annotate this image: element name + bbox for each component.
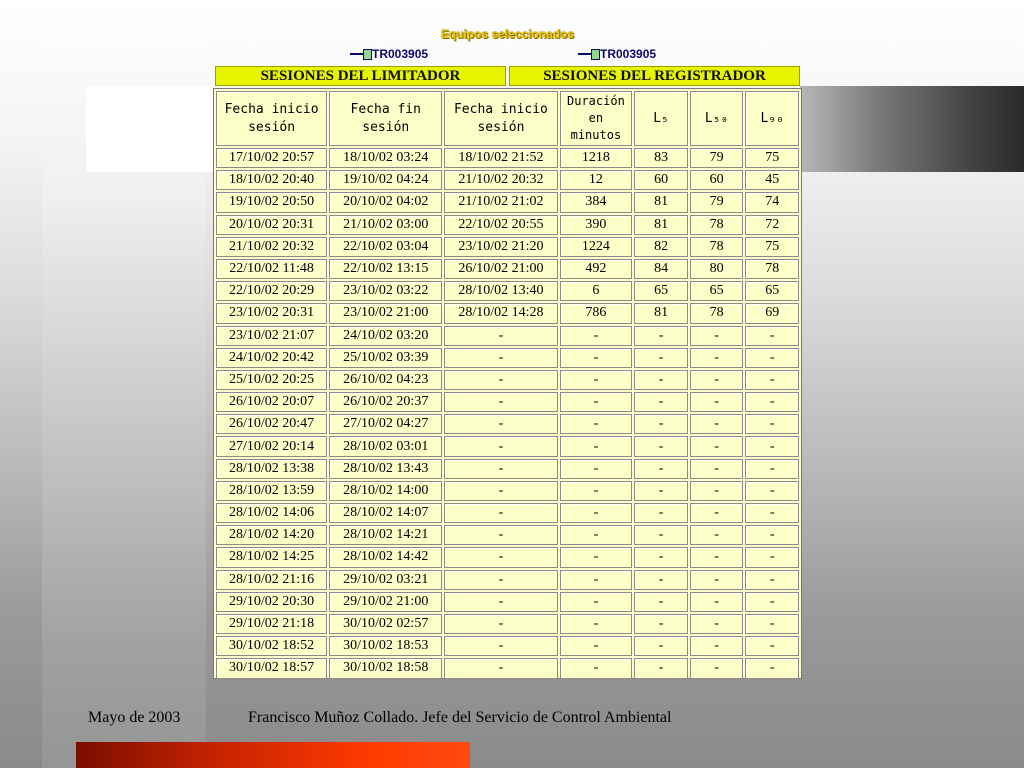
cell-l50: 78 [690,237,744,257]
cell-l5: - [634,525,688,545]
section-header-limiter: SESIONES DEL LIMITADOR [215,66,506,86]
equipment-label-limiter [350,47,428,61]
sessions-table [214,89,801,681]
table-body [216,148,799,679]
table-row [216,326,799,346]
cell-start-limiter: 28/10/02 13:59 [216,481,327,501]
cell-duration: - [560,614,633,634]
cell-duration: 1218 [560,148,633,168]
cell-l50: - [690,592,744,612]
cell-l90: - [745,414,799,434]
cell-l5: - [634,592,688,612]
cell-l90: 72 [745,215,799,235]
cell-start-recorder: - [444,326,557,346]
cell-start-limiter: 22/10/02 11:48 [216,259,327,279]
cell-end-limiter: 28/10/02 14:07 [329,503,442,523]
cell-end-limiter: 26/10/02 20:37 [329,392,442,412]
equipment-id: TR003905 [372,47,429,61]
cell-start-recorder: - [444,481,557,501]
cell-duration: - [560,326,633,346]
cell-l90: 65 [745,281,799,301]
cell-start-limiter: 26/10/02 20:07 [216,392,327,412]
cell-l90: - [745,614,799,634]
cell-start-limiter: 18/10/02 20:40 [216,170,327,190]
table-row [216,237,799,257]
cell-start-limiter: 23/10/02 21:07 [216,326,327,346]
cell-start-limiter: 28/10/02 14:25 [216,547,327,567]
cell-l5: - [634,570,688,590]
cell-start-recorder: 26/10/02 21:00 [444,259,557,279]
cell-l5: - [634,636,688,656]
cell-duration: - [560,481,633,501]
cell-duration: - [560,525,633,545]
cell-l50: 78 [690,303,744,323]
plug-icon [350,48,370,60]
cell-l5: - [634,370,688,390]
cell-l90: 78 [745,259,799,279]
cell-l5: - [634,348,688,368]
cell-start-limiter: 29/10/02 21:18 [216,614,327,634]
cell-duration: 492 [560,259,633,279]
cell-start-recorder: - [444,414,557,434]
cell-l50: - [690,503,744,523]
cell-l5: 82 [634,237,688,257]
cell-l50: - [690,370,744,390]
cell-start-limiter: 28/10/02 13:38 [216,459,327,479]
cell-l90: 75 [745,237,799,257]
cell-l90: - [745,525,799,545]
cell-start-recorder: 21/10/02 20:32 [444,170,557,190]
cell-l50: - [690,392,744,412]
plug-icon [578,48,598,60]
section-header-recorder: SESIONES DEL REGISTRADOR [509,66,800,86]
cell-l5: - [634,326,688,346]
cell-start-recorder: - [444,392,557,412]
background-white-block [86,86,216,172]
cell-end-limiter: 28/10/02 14:21 [329,525,442,545]
cell-duration: 6 [560,281,633,301]
cell-start-recorder: - [444,614,557,634]
cell-duration: - [560,436,633,456]
sessions-table-container [213,88,802,679]
cell-l5: - [634,436,688,456]
cell-l50: 79 [690,192,744,212]
cell-duration: - [560,370,633,390]
cell-start-limiter: 19/10/02 20:50 [216,192,327,212]
cell-l50: - [690,547,744,567]
cell-l90: - [745,503,799,523]
cell-start-limiter: 22/10/02 20:29 [216,281,327,301]
table-row [216,303,799,323]
cell-end-limiter: 30/10/02 18:53 [329,636,442,656]
cell-duration: - [560,570,633,590]
cell-l90: - [745,570,799,590]
cell-start-limiter: 24/10/02 20:42 [216,348,327,368]
cell-l90: - [745,592,799,612]
cell-end-limiter: 28/10/02 14:00 [329,481,442,501]
cell-l50: 65 [690,281,744,301]
cell-l5: 81 [634,215,688,235]
decorative-red-bar [76,742,470,768]
cell-start-limiter: 26/10/02 20:47 [216,414,327,434]
table-row [216,525,799,545]
cell-l5: 81 [634,303,688,323]
table-row [216,658,799,678]
cell-duration: - [560,348,633,368]
cell-l50: - [690,481,744,501]
cell-end-limiter: 28/10/02 13:43 [329,459,442,479]
cell-duration: - [560,414,633,434]
cell-l50: - [690,570,744,590]
cell-l5: - [634,414,688,434]
table-row [216,148,799,168]
selected-equipment-title: Equipos seleccionados [440,27,575,41]
cell-end-limiter: 28/10/02 14:42 [329,547,442,567]
cell-end-limiter: 30/10/02 02:57 [329,614,442,634]
table-row [216,392,799,412]
cell-l90: - [745,326,799,346]
cell-l5: 65 [634,281,688,301]
cell-duration: 12 [560,170,633,190]
cell-start-limiter: 28/10/02 21:16 [216,570,327,590]
cell-start-recorder: 28/10/02 14:28 [444,303,557,323]
cell-l50: - [690,414,744,434]
cell-start-limiter: 27/10/02 20:14 [216,436,327,456]
cell-end-limiter: 27/10/02 04:27 [329,414,442,434]
cell-l50: - [690,459,744,479]
cell-start-recorder: - [444,370,557,390]
cell-end-limiter: 26/10/02 04:23 [329,370,442,390]
cell-l90: - [745,436,799,456]
cell-l50: 80 [690,259,744,279]
col-header-l5: L₅ [634,91,688,146]
cell-duration: 390 [560,215,633,235]
cell-end-limiter: 29/10/02 03:21 [329,570,442,590]
cell-end-limiter: 23/10/02 21:00 [329,303,442,323]
cell-l50: 79 [690,148,744,168]
cell-start-recorder: 22/10/02 20:55 [444,215,557,235]
cell-end-limiter: 25/10/02 03:39 [329,348,442,368]
cell-end-limiter: 22/10/02 13:15 [329,259,442,279]
col-header-duration: Duración en minutos [560,91,633,146]
cell-end-limiter: 20/10/02 04:02 [329,192,442,212]
table-row [216,259,799,279]
cell-start-recorder: 18/10/02 21:52 [444,148,557,168]
cell-duration: - [560,503,633,523]
cell-end-limiter: 18/10/02 03:24 [329,148,442,168]
cell-duration: - [560,459,633,479]
cell-l5: - [634,503,688,523]
cell-duration: - [560,658,633,678]
cell-l50: - [690,436,744,456]
cell-duration: - [560,392,633,412]
col-header-l90: L₉₀ [745,91,799,146]
col-header-end-limiter: Fecha fin sesión [329,91,442,146]
equipment-id: TR003905 [600,47,657,61]
table-row [216,192,799,212]
equipment-label-recorder [578,47,656,61]
table-row [216,636,799,656]
cell-duration: - [560,636,633,656]
col-header-start-limiter: Fecha inicio sesión [216,91,327,146]
cell-start-limiter: 21/10/02 20:32 [216,237,327,257]
cell-start-recorder: 21/10/02 21:02 [444,192,557,212]
cell-l5: - [634,614,688,634]
cell-start-recorder: - [444,592,557,612]
cell-end-limiter: 19/10/02 04:24 [329,170,442,190]
cell-l50: - [690,636,744,656]
cell-l5: 84 [634,259,688,279]
cell-l50: - [690,348,744,368]
table-row [216,281,799,301]
cell-start-recorder: 23/10/02 21:20 [444,237,557,257]
cell-end-limiter: 30/10/02 18:58 [329,658,442,678]
cell-l5: - [634,392,688,412]
cell-l90: 45 [745,170,799,190]
cell-l5: - [634,658,688,678]
col-header-l50: L₅₀ [690,91,744,146]
cell-duration: 384 [560,192,633,212]
cell-l50: - [690,658,744,678]
table-row [216,459,799,479]
footer-author: Francisco Muñoz Collado. Jefe del Servicio de Control Ambiental [248,709,672,726]
cell-start-recorder: - [444,658,557,678]
cell-end-limiter: 28/10/02 03:01 [329,436,442,456]
cell-l5: 81 [634,192,688,212]
cell-duration: 786 [560,303,633,323]
cell-l90: 74 [745,192,799,212]
table-row [216,481,799,501]
cell-l50: - [690,614,744,634]
cell-duration: 1224 [560,237,633,257]
cell-duration: - [560,592,633,612]
cell-l5: - [634,459,688,479]
footer-date: Mayo de 2003 [88,709,181,726]
cell-l5: - [634,547,688,567]
cell-start-recorder: 28/10/02 13:40 [444,281,557,301]
table-row [216,614,799,634]
cell-end-limiter: 29/10/02 21:00 [329,592,442,612]
cell-start-limiter: 28/10/02 14:06 [216,503,327,523]
cell-l90: 69 [745,303,799,323]
cell-start-recorder: - [444,459,557,479]
decorative-dark-bar [800,86,1024,172]
table-row [216,503,799,523]
cell-start-limiter: 20/10/02 20:31 [216,215,327,235]
table-row [216,414,799,434]
cell-start-recorder: - [444,503,557,523]
cell-start-recorder: - [444,348,557,368]
cell-start-limiter: 23/10/02 20:31 [216,303,327,323]
table-row [216,547,799,567]
cell-start-limiter: 17/10/02 20:57 [216,148,327,168]
cell-l50: - [690,326,744,346]
table-row [216,592,799,612]
cell-l50: 78 [690,215,744,235]
cell-end-limiter: 23/10/02 03:22 [329,281,442,301]
table-row [216,170,799,190]
cell-l90: - [745,459,799,479]
cell-l90: - [745,370,799,390]
cell-l90: - [745,547,799,567]
table-row [216,570,799,590]
cell-start-limiter: 30/10/02 18:57 [216,658,327,678]
cell-l5: - [634,481,688,501]
cell-start-recorder: - [444,570,557,590]
cell-end-limiter: 22/10/02 03:04 [329,237,442,257]
cell-l5: 83 [634,148,688,168]
cell-end-limiter: 21/10/02 03:00 [329,215,442,235]
cell-l90: - [745,658,799,678]
cell-l90: - [745,481,799,501]
cell-start-recorder: - [444,525,557,545]
cell-l5: 60 [634,170,688,190]
cell-duration: - [560,547,633,567]
col-header-start-recorder: Fecha inicio sesión [444,91,557,146]
table-header-row [216,91,799,146]
cell-start-recorder: - [444,636,557,656]
cell-l90: - [745,636,799,656]
cell-l50: 60 [690,170,744,190]
cell-start-recorder: - [444,547,557,567]
cell-l50: - [690,525,744,545]
cell-start-recorder: - [444,436,557,456]
table-row [216,348,799,368]
cell-end-limiter: 24/10/02 03:20 [329,326,442,346]
cell-start-limiter: 29/10/02 20:30 [216,592,327,612]
cell-start-limiter: 28/10/02 14:20 [216,525,327,545]
table-row [216,436,799,456]
cell-l90: - [745,392,799,412]
table-row [216,215,799,235]
cell-start-limiter: 30/10/02 18:52 [216,636,327,656]
cell-l90: - [745,348,799,368]
table-row [216,370,799,390]
cell-start-limiter: 25/10/02 20:25 [216,370,327,390]
cell-l90: 75 [745,148,799,168]
